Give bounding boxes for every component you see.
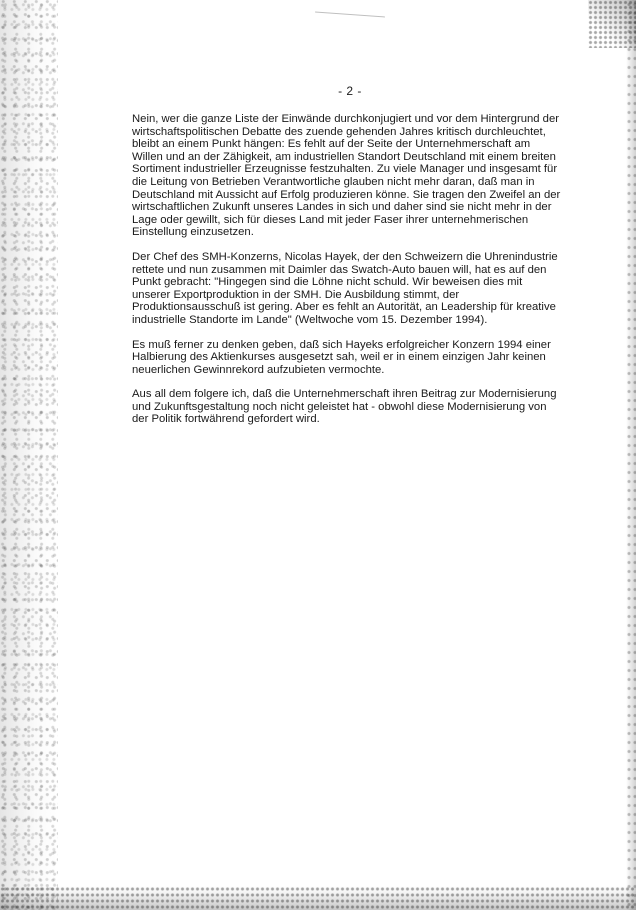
- scan-corner-mark: [588, 0, 636, 48]
- paragraph-1: [132, 113, 572, 239]
- document-body: [132, 113, 572, 438]
- text-line: Der Chef des SMH-Konzerns, Nicolas Hayek, der den Schweizern die Uhrenindustrie: [132, 250, 558, 263]
- scan-noise-left: [0, 0, 58, 910]
- page-number: - 2 -: [338, 84, 362, 98]
- text-line: wirtschaftlichen Zukunft unseres Landes in sich und daher sind sie nicht mehr in der: [132, 201, 552, 214]
- text-line: Sortiment industrieller Erzeugnisse festzuhalten. Zu viele Manager und insgesamt für: [132, 163, 558, 176]
- scan-scratch: [315, 12, 385, 18]
- paragraph-4: [132, 388, 572, 426]
- text-line: Es muß ferner zu denken geben, daß sich Hayeks erfolgreicher Konzern 1994 einer: [132, 338, 551, 351]
- text-line: die Leitung von Betrieben Verantwortliche glauben nicht mehr daran, daß man in: [132, 175, 535, 188]
- text-line: neuerlichen Gewinnrekord aufzubieten vermochte.: [132, 363, 385, 376]
- text-line: wirtschaftspolitischen Debatte des zuende gehenden Jahres kritisch durchleuchtet,: [132, 125, 546, 138]
- text-line: Produktionsausschuß ist gering. Aber es fehlt an Autorität, an Leadership für kreative: [132, 301, 556, 314]
- text-line: und Zukunftsgestaltung noch nicht geleistet hat - obwohl diese Modernisierung von: [132, 400, 547, 413]
- text-line: bleibt an einem Punkt hängen: Es fehlt auf der Seite der Unternehmerschaft am: [132, 138, 531, 151]
- paragraph-3: [132, 339, 572, 377]
- text-line: der Politik fortwährend gefordert wird.: [132, 413, 320, 426]
- paragraph-2: [132, 251, 572, 327]
- scan-noise-right: [626, 0, 636, 910]
- text-line: Willen und an der Zähigkeit, am industriellen Standort Deutschland mit einem breiten: [132, 150, 556, 163]
- text-line: rettete und nun zusammen mit Daimler das Swatch-Auto bauen will, hat es auf den: [132, 263, 547, 276]
- text-line: Nein, wer die ganze Liste der Einwände durchkonjugiert und vor dem Hintergrund der: [132, 113, 560, 125]
- text-line: unserer Exportproduktion in der SMH. Die Ausbildung stimmt, der: [132, 288, 460, 301]
- text-line: Lage oder gewillt, sich für dieses Land mit jeder Faser ihrer unternehmerischen: [132, 213, 529, 226]
- text-line: Punkt gebracht: "Hingegen sind die Löhne nicht schuld. Wir beweisen dies mit: [132, 276, 523, 289]
- text-line: industrielle Standorte im Lande" (Weltwoche vom 15. Dezember 1994).: [132, 313, 488, 326]
- scan-noise-bottom: [0, 886, 636, 910]
- text-line: Einstellung einzusetzen.: [132, 226, 254, 239]
- text-line: Halbierung des Aktienkurses ausgesetzt sah, weil er in einem einzigen Jahr keinen: [132, 351, 546, 364]
- text-line: Deutschland mit Aussicht auf Erfolg produzieren könne. Sie tragen den Zweifel an der: [132, 188, 561, 201]
- text-line: Aus all dem folgere ich, daß die Unternehmerschaft ihren Beitrag zur Modernisierung: [132, 388, 557, 401]
